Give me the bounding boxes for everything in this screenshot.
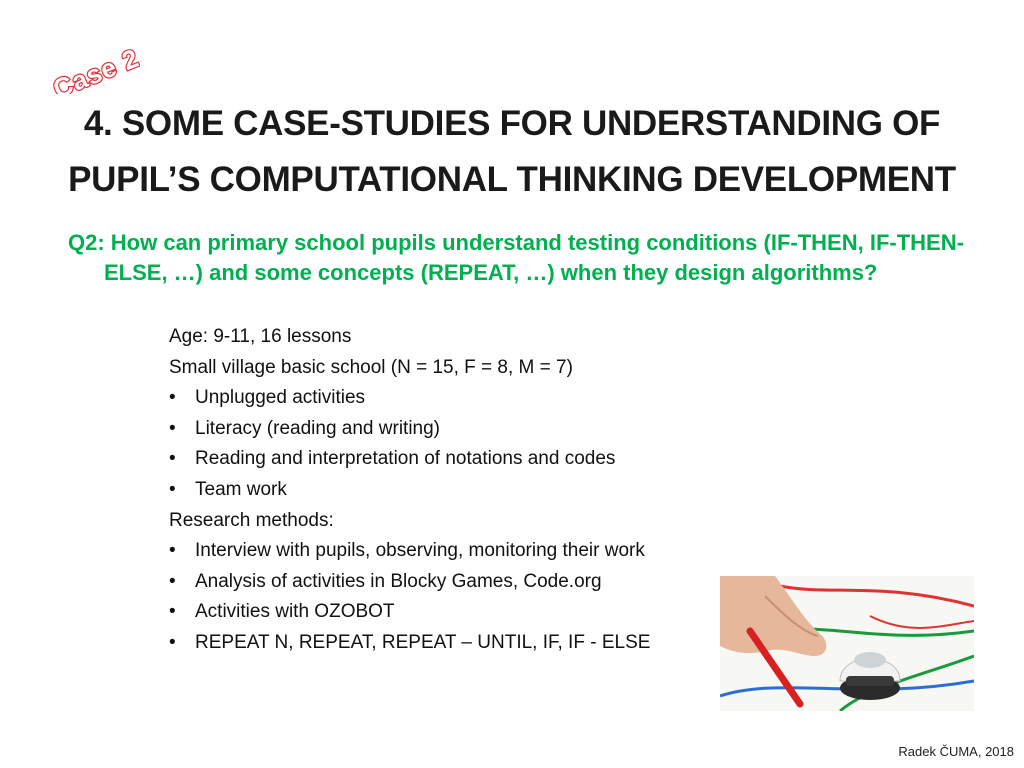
method-item: • REPEAT N, REPEAT, REPEAT – UNTIL, IF, IF - ELSE [169, 628, 809, 659]
activity-item: • Team work [169, 475, 809, 506]
method-item: • Activities with OZOBOT [169, 597, 809, 628]
study-details [169, 322, 809, 659]
title-line-1: 4. SOME CASE-STUDIES FOR UNDERSTANDING OF [83, 104, 941, 143]
activity-item: • Reading and interpretation of notations and codes [169, 444, 809, 475]
activity-item: • Unplugged activities [169, 383, 809, 414]
case-stamp-text: Case 2 [48, 42, 140, 94]
slide-title [0, 96, 1024, 208]
methods-heading: Research methods: [169, 509, 334, 531]
case-stamp [40, 38, 140, 94]
school-line: Small village basic school (N = 15, F = 8, M = 7) [169, 356, 573, 378]
age-line: Age: 9-11, 16 lessons [169, 326, 352, 347]
footer-author: Radek ČUMA, 2018 [898, 744, 1014, 759]
title-line-2: PUPIL’S COMPUTATIONAL THINKING DEVELOPMENT [68, 160, 956, 199]
activity-item: • Literacy (reading and writing) [169, 414, 809, 445]
ozobot-photo [720, 576, 974, 711]
method-item: • Analysis of activities in Blocky Games, Code.org [169, 567, 809, 598]
research-question: Q2: How can primary school pupils understand testing conditions (IF-THEN, IF-THEN-ELSE, …) and some concepts (REPEAT, …) when they design algorithms? [68, 230, 964, 285]
method-item: • Interview with pupils, observing, monitoring their work [169, 536, 809, 567]
